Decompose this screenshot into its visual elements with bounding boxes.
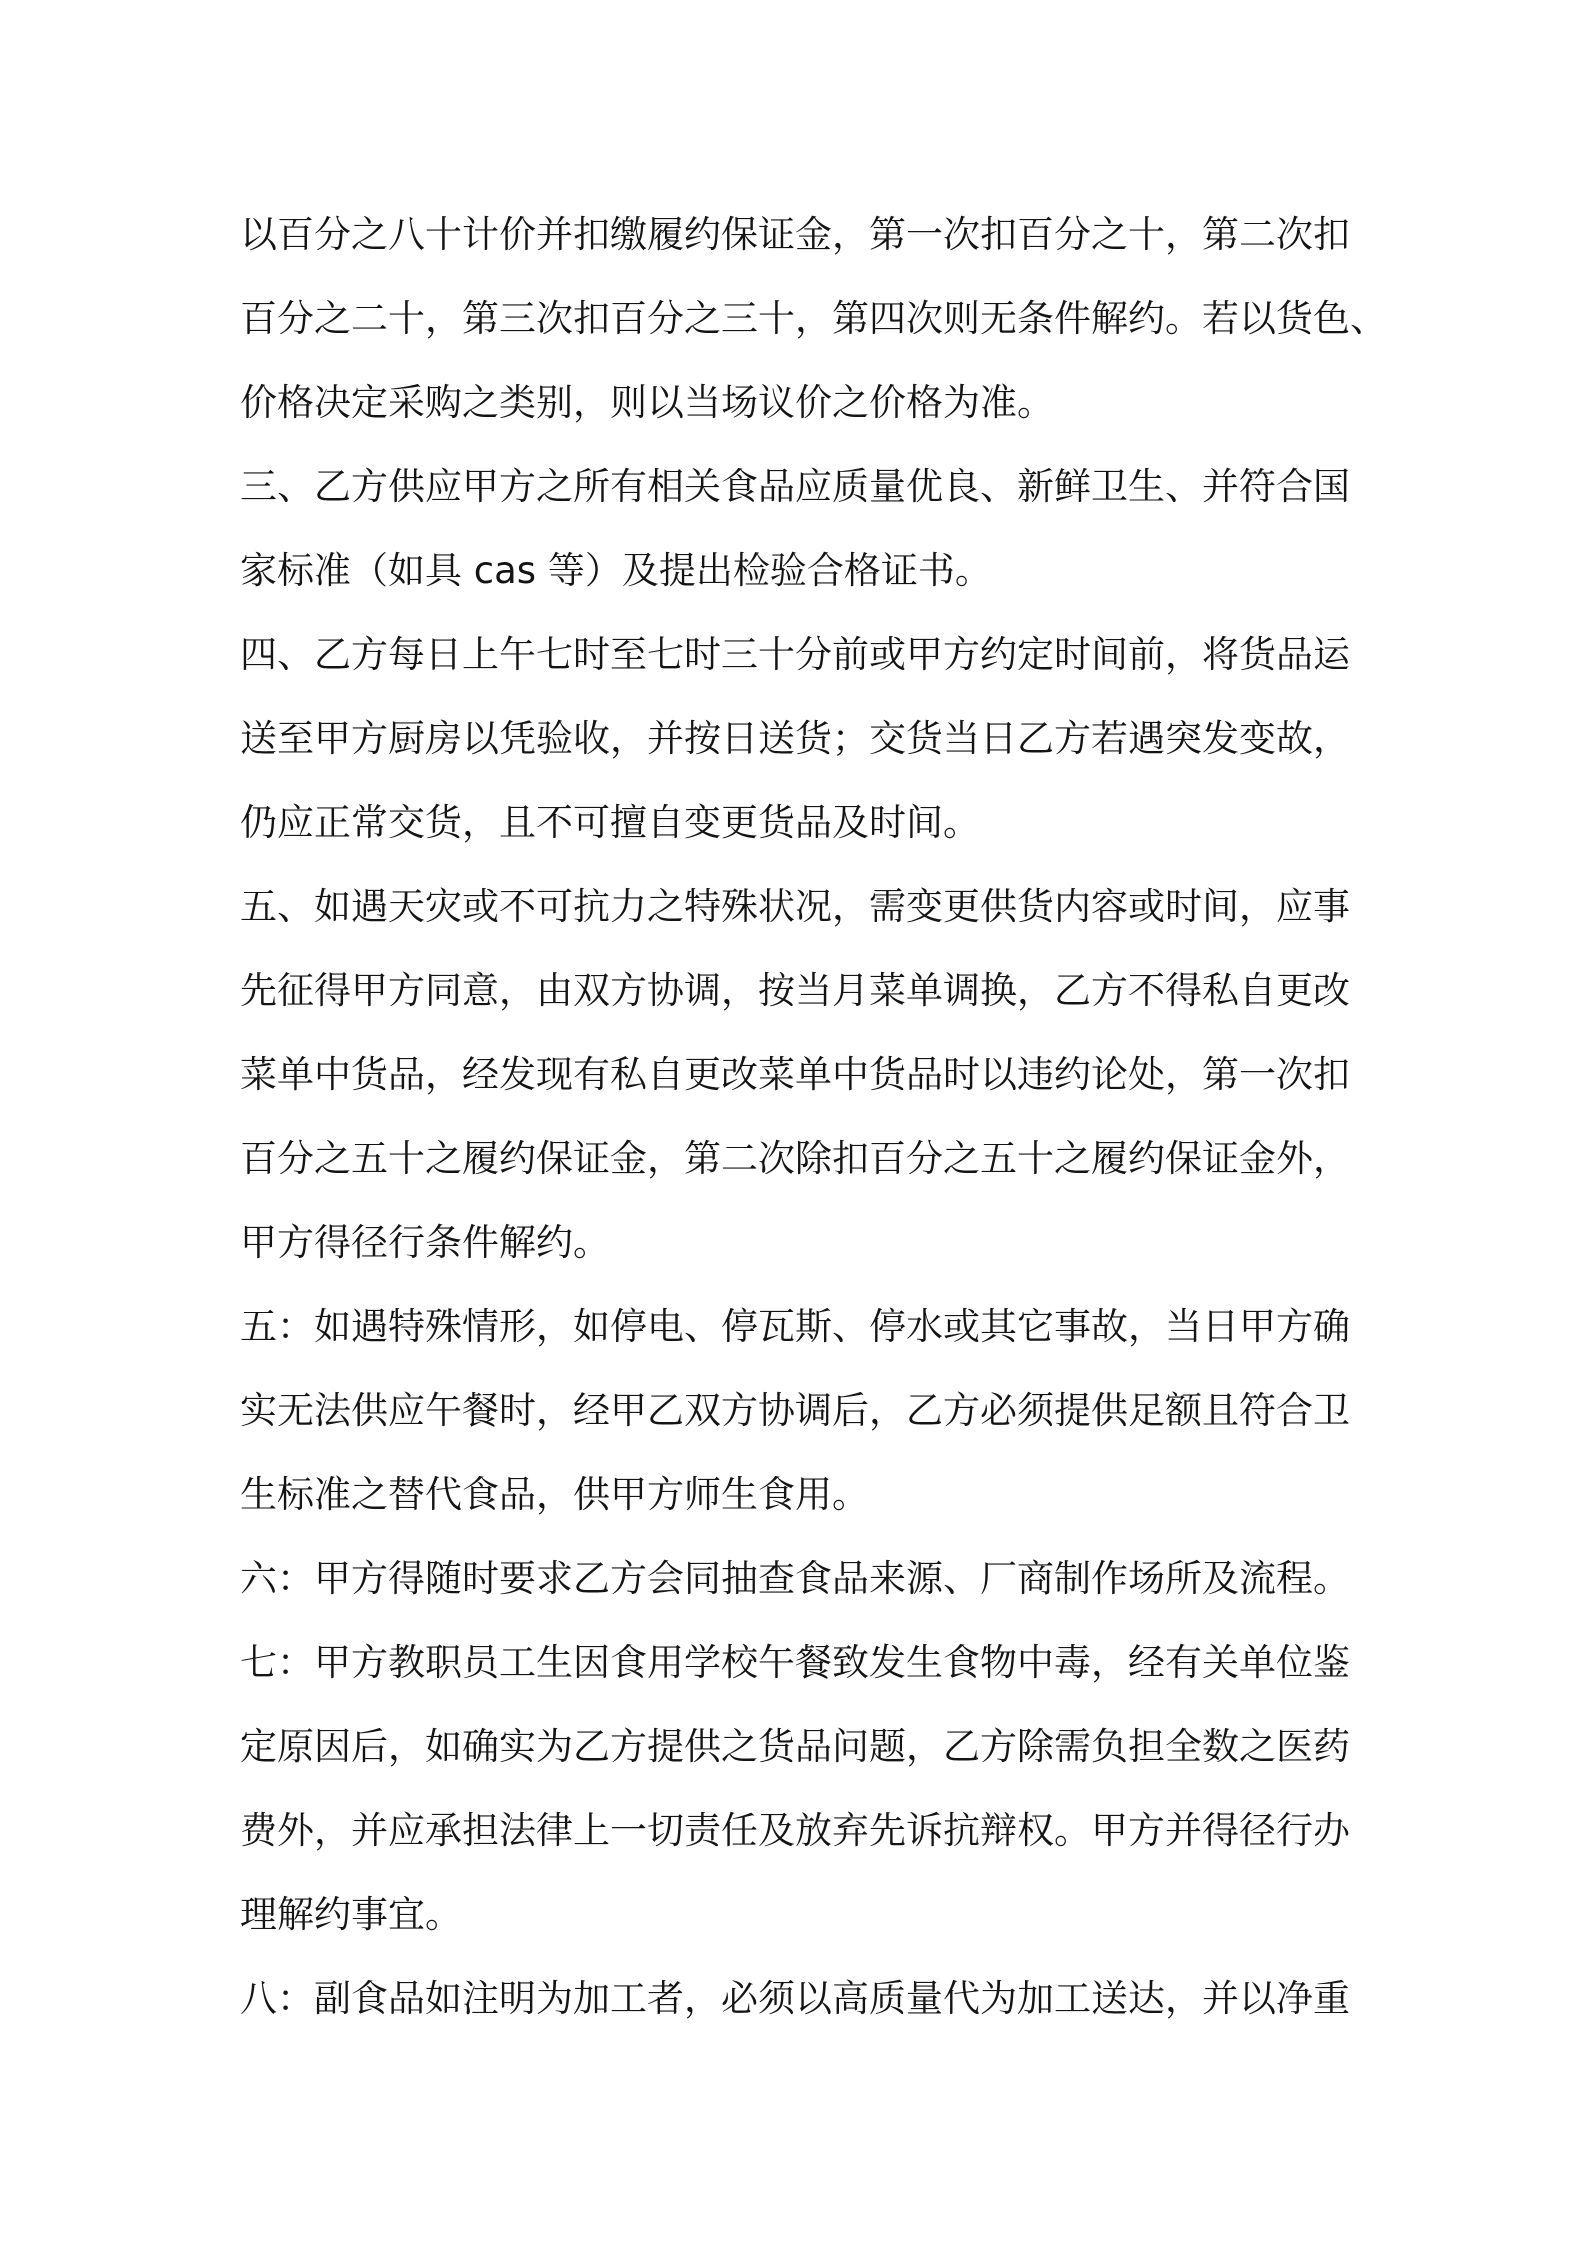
text-line: 菜单中货品，经发现有私自更改菜单中货品时以违约论处，第一次扣 — [240, 1053, 1350, 1096]
text-line: 八：副食品如注明为加工者，必须以高质量代为加工送达，并以净重 — [240, 1977, 1350, 2020]
contract-text-body — [240, 193, 1387, 2041]
text-line: 生标准之替代食品，供甲方师生食用。 — [240, 1473, 869, 1516]
text-line: 价格决定采购之类别，则以当场议价之价格为准。 — [240, 381, 1054, 424]
text-line: 四、乙方每日上午七时至七时三十分前或甲方约定时间前，将货品运 — [240, 633, 1350, 676]
text-line: 六：甲方得随时要求乙方会同抽查食品来源、厂商制作场所及流程。 — [240, 1557, 1350, 1600]
text-line: 五、如遇天灾或不可抗力之特殊状况，需变更供货内容或时间，应事 — [240, 885, 1350, 928]
text-line: 五：如遇特殊情形，如停电、停瓦斯、停水或其它事故，当日甲方确 — [240, 1305, 1350, 1348]
text-line: 甲方得径行条件解约。 — [240, 1221, 610, 1264]
text-line: 以百分之八十计价并扣缴履约保证金，第一次扣百分之十，第二次扣 — [240, 213, 1350, 256]
text-line: 定原因后，如确实为乙方提供之货品问题，乙方除需负担全数之医药 — [240, 1725, 1350, 1768]
text-line: 理解约事宜。 — [240, 1893, 462, 1936]
text-line: 仍应正常交货，且不可擅自变更货品及时间。 — [240, 801, 980, 844]
text-line: 家标准（如具 cas 等）及提出检验合格证书。 — [240, 549, 992, 592]
text-line: 三、乙方供应甲方之所有相关食品应质量优良、新鲜卫生、并符合国 — [240, 465, 1350, 508]
text-line: 送至甲方厨房以凭验收，并按日送货；交货当日乙方若遇突发变故， — [240, 717, 1350, 760]
text-line: 先征得甲方同意，由双方协调，按当月菜单调换，乙方不得私自更改 — [240, 969, 1350, 1012]
text-line: 百分之五十之履约保证金，第二次除扣百分之五十之履约保证金外， — [240, 1137, 1350, 1180]
text-line: 实无法供应午餐时，经甲乙双方协调后，乙方必须提供足额且符合卫 — [240, 1389, 1350, 1432]
text-line: 费外，并应承担法律上一切责任及放弃先诉抗辩权。甲方并得径行办 — [240, 1809, 1350, 1852]
text-line: 百分之二十，第三次扣百分之三十，第四次则无条件解约。若以货色、 — [240, 297, 1387, 340]
text-line: 七：甲方教职员工生因食用学校午餐致发生食物中毒，经有关单位鉴 — [240, 1641, 1350, 1684]
